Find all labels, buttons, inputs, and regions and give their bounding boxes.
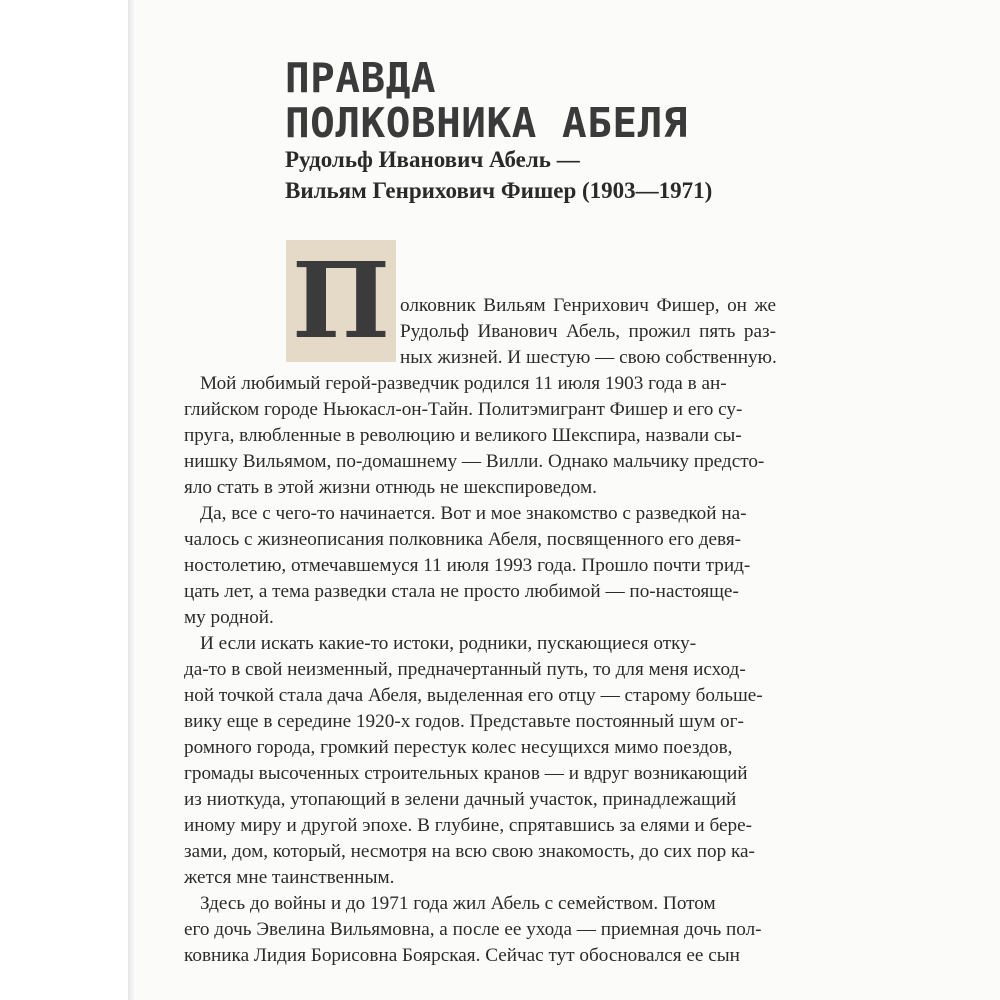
- text-line: да-то в свой неизменный, предначертанный путь, то для меня исход-: [184, 659, 746, 680]
- chapter-subtitle: [285, 144, 712, 206]
- chapter-subtitle-line-1: Рудольф Иванович Абель —: [285, 147, 580, 172]
- text-line: ностолетию, отмечавшемуся 11 июля 1993 года. Прошло почти трид-: [184, 555, 751, 576]
- page-gutter-shadow: [128, 0, 134, 1000]
- text-line: иному миру и другой эпохе. В глубине, спрятавшись за елями и бере-: [184, 815, 753, 836]
- drop-cap-letter: П: [291, 239, 391, 362]
- text-line: яло стать в этой жизни отнюдь не шекспироведом.: [184, 477, 597, 498]
- text-line: жется мне таинственным.: [184, 867, 395, 888]
- text-line: му родной.: [184, 607, 274, 628]
- text-line: чалось с жизнеописания полковника Абеля, посвященного его девя-: [184, 529, 742, 550]
- chapter-title: [285, 56, 688, 146]
- text-line: Да, все с чего-то начинается. Вот и мое знакомство с разведкой на-: [200, 503, 747, 524]
- chapter-title-line-2: ПОЛКОВНИКА АБЕЛЯ: [285, 99, 688, 147]
- text-line: глийском городе Ньюкасл-он-Тайн. Политэмигрант Фишер и его су-: [184, 399, 743, 420]
- text-line: ромного города, громкий перестук колес несущихся мимо поездов,: [184, 737, 733, 758]
- text-line: Мой любимый герой-разведчик родился 11 июля 1903 года в ан-: [200, 373, 727, 394]
- text-line: вику еще в середине 1920-х годов. Представьте постоянный шум ог-: [184, 711, 744, 732]
- text-line: олковник Вильям Генрихович Фишер, он же: [400, 295, 776, 316]
- text-line: ковника Лидия Борисовна Боярская. Сейчас тут обосновался ее сын: [184, 945, 740, 966]
- chapter-title-line-1: ПРАВДА: [285, 54, 437, 102]
- text-line: Рудольф Иванович Абель, прожил пять раз-: [400, 321, 776, 342]
- chapter-subtitle-line-2: Вильям Генрихович Фишер (1903—1971): [285, 178, 713, 203]
- text-line: нишку Вильямом, по-домашнему — Вилли. Однако мальчику предсто-: [184, 451, 765, 472]
- drop-cap: [286, 240, 396, 362]
- text-line: Здесь до войны и до 1971 года жил Абель с семейством. Потом: [200, 893, 716, 914]
- text-line: пруга, влюбленные в революцию и великого Шекспира, назвали сы-: [184, 425, 742, 446]
- text-line: И если искать какие-то истоки, родники, пускающиеся отку-: [200, 633, 697, 654]
- text-line: цать лет, а тема разведки стала не просто любимой — по-настояще-: [184, 581, 739, 602]
- text-line: громады высоченных строительных кранов — и вдруг возникающий: [184, 763, 748, 784]
- text-line: зами, дом, который, несмотря на всю свою знакомость, до сих пор ка-: [184, 841, 755, 862]
- text-line: ной точкой стала дача Абеля, выделенная его отцу — старому больше-: [184, 685, 763, 706]
- text-line: его дочь Эвелина Вильямовна, а после ее ухода — приемная дочь пол-: [184, 919, 762, 940]
- text-line: из ниоткуда, утопающий в зелени дачный участок, принадлежащий: [184, 789, 737, 810]
- text-line: ных жизней. И шестую — свою собственную.: [400, 347, 777, 368]
